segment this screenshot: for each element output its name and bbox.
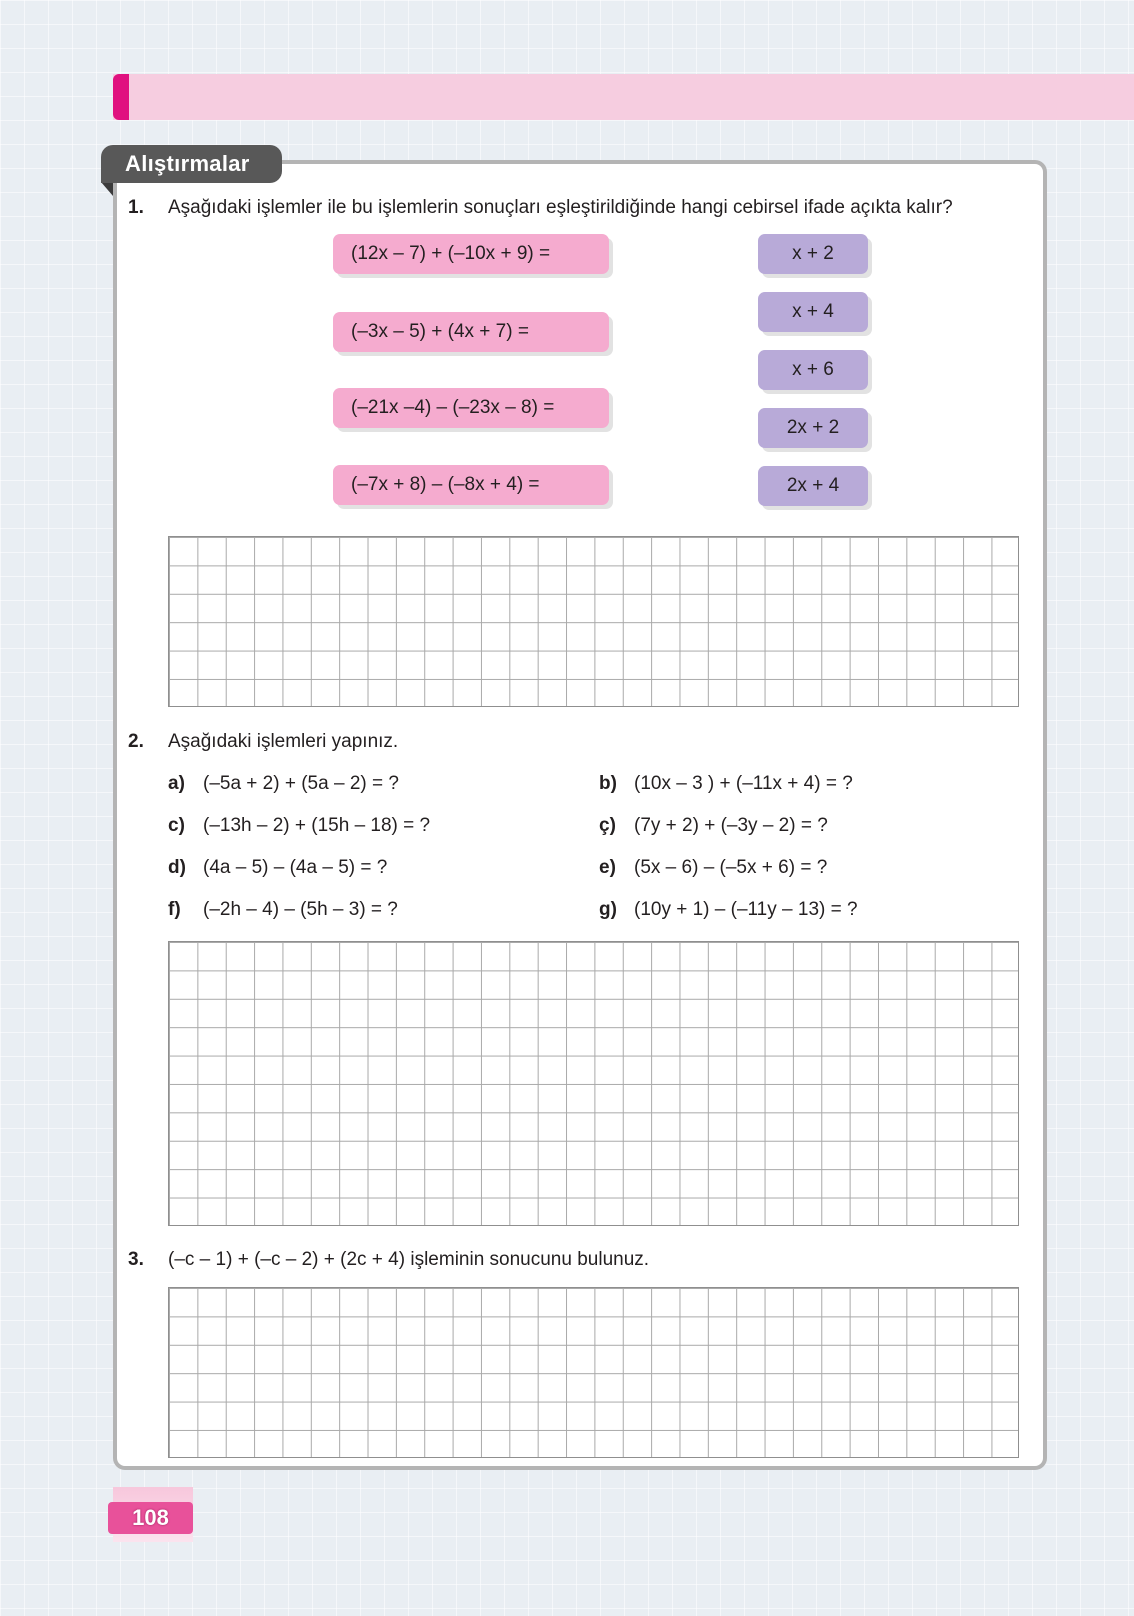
q2-text: Aşağıdaki işlemleri yapınız. <box>168 731 399 752</box>
item-expression: (–5a + 2) + (5a – 2) = ? <box>203 773 399 794</box>
q1-number: 1. <box>128 197 144 218</box>
page-number: 108 <box>108 1502 193 1534</box>
header-accent <box>113 74 129 120</box>
result-pill: 2x + 4 <box>758 466 868 506</box>
result-pill: x + 6 <box>758 350 868 390</box>
tab-fold <box>101 182 113 196</box>
answer-grid-3[interactable] <box>168 1287 1019 1458</box>
answer-grid-2[interactable] <box>168 941 1019 1226</box>
result-pill: 2x + 2 <box>758 408 868 448</box>
operation-pill: (–3x – 5) + (4x + 7) = <box>333 312 609 352</box>
result-pill: x + 4 <box>758 292 868 332</box>
item-label: b) <box>599 773 617 794</box>
item-expression: (10y + 1) – (–11y – 13) = ? <box>634 899 858 920</box>
item-expression: (5x – 6) – (–5x + 6) = ? <box>634 857 828 878</box>
item-label: c) <box>168 815 185 836</box>
operation-pill: (–21x –4) – (–23x – 8) = <box>333 388 609 428</box>
answer-grid-1[interactable] <box>168 536 1019 707</box>
q1-text: Aşağıdaki işlemler ile bu işlemlerin sonuçları eşleştirildiğinde hangi cebirsel ifade açıkta kalır? <box>168 197 953 218</box>
item-label: g) <box>599 899 617 920</box>
item-label: e) <box>599 857 616 878</box>
item-expression: (–2h – 4) – (5h – 3) = ? <box>203 899 398 920</box>
item-label: a) <box>168 773 185 794</box>
item-expression: (7y + 2) + (–3y – 2) = ? <box>634 815 828 836</box>
header-band <box>113 74 1134 120</box>
item-expression: (–13h – 2) + (15h – 18) = ? <box>203 815 431 836</box>
section-tab: Alıştırmalar <box>101 145 282 183</box>
q2-number: 2. <box>128 731 144 752</box>
item-label: ç) <box>599 815 616 836</box>
item-label: d) <box>168 857 186 878</box>
item-expression: (10x – 3 ) + (–11x + 4) = ? <box>634 773 853 794</box>
item-label: f) <box>168 899 181 920</box>
operation-pill: (12x – 7) + (–10x + 9) = <box>333 234 609 274</box>
q3-number: 3. <box>128 1249 144 1270</box>
result-pill: x + 2 <box>758 234 868 274</box>
operation-pill: (–7x + 8) – (–8x + 4) = <box>333 465 609 505</box>
q3-text: (–c – 1) + (–c – 2) + (2c + 4) işleminin sonucunu bulunuz. <box>168 1249 650 1270</box>
item-expression: (4a – 5) – (4a – 5) = ? <box>203 857 388 878</box>
